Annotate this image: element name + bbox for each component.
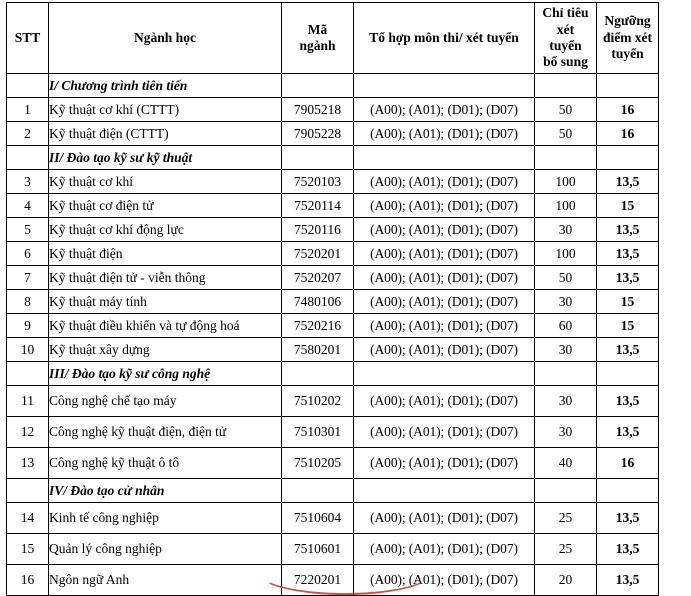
column-header-stt: STT — [7, 3, 49, 74]
cell-combination: (A00); (A01); (D01); (D07) — [354, 98, 535, 122]
cell-stt: 4 — [7, 194, 49, 218]
cell-combination: (A00); (A01); (D01); (D07) — [354, 448, 535, 479]
cell-major: Kỹ thuật điện tử - viễn thông — [49, 266, 282, 290]
cell-code: 7510202 — [282, 386, 354, 417]
table-body — [7, 74, 659, 596]
cell-stt: 12 — [7, 417, 49, 448]
cell-combination: (A00); (A01); (D01); (D07) — [354, 242, 535, 266]
cell-threshold — [597, 74, 659, 98]
red-stamp-mark — [258, 551, 432, 595]
cell-code: 7510604 — [282, 503, 354, 534]
table-row — [7, 98, 659, 122]
cell-combination — [354, 146, 535, 170]
column-header-code: Mã ngành — [282, 3, 354, 74]
document-page — [0, 2, 691, 588]
cell-quota: 30 — [535, 290, 597, 314]
cell-quota: 25 — [535, 534, 597, 565]
cell-major: Kỹ thuật máy tính — [49, 290, 282, 314]
cell-major: Kỹ thuật xây dựng — [49, 338, 282, 362]
cell-threshold: 13,5 — [597, 218, 659, 242]
cell-code: 7520114 — [282, 194, 354, 218]
cell-stt: 15 — [7, 534, 49, 565]
cell-major: I/ Chương trình tiên tiến — [49, 74, 282, 98]
cell-code: 7520103 — [282, 170, 354, 194]
cell-major: Công nghệ chế tạo máy — [49, 386, 282, 417]
cell-code: 7510205 — [282, 448, 354, 479]
cell-quota: 30 — [535, 338, 597, 362]
cell-major: Công nghệ kỹ thuật điện, điện tử — [49, 417, 282, 448]
cell-combination: (A00); (A01); (D01); (D07) — [354, 503, 535, 534]
cell-combination: (A00); (A01); (D01); (D07) — [354, 290, 535, 314]
cell-stt — [7, 362, 49, 386]
cell-quota: 25 — [535, 503, 597, 534]
header-row — [7, 3, 659, 74]
cell-combination — [354, 479, 535, 503]
cell-threshold: 15 — [597, 194, 659, 218]
cell-code: 7480106 — [282, 290, 354, 314]
cell-threshold: 13,5 — [597, 503, 659, 534]
cell-quota: 30 — [535, 218, 597, 242]
cell-threshold: 13,5 — [597, 386, 659, 417]
cell-major: Kỹ thuật cơ khí (CTTT) — [49, 98, 282, 122]
cell-major: II/ Đào tạo kỹ sư kỹ thuật — [49, 146, 282, 170]
cell-threshold: 13,5 — [597, 170, 659, 194]
cell-threshold: 15 — [597, 290, 659, 314]
cell-code: 7520216 — [282, 314, 354, 338]
cell-code: 7905228 — [282, 122, 354, 146]
table-row — [7, 242, 659, 266]
cell-code — [282, 74, 354, 98]
table-row — [7, 122, 659, 146]
cell-stt: 16 — [7, 565, 49, 596]
cell-quota — [535, 146, 597, 170]
cell-combination: (A00); (A01); (D01); (D07) — [354, 266, 535, 290]
column-header-combination: Tổ hợp môn thi/ xét tuyển — [354, 3, 535, 74]
cell-combination: (A00); (A01); (D01); (D07) — [354, 338, 535, 362]
table-row — [7, 448, 659, 479]
table-group-row — [7, 479, 659, 503]
table-row — [7, 338, 659, 362]
cell-stt: 11 — [7, 386, 49, 417]
table-row — [7, 266, 659, 290]
cell-quota: 60 — [535, 314, 597, 338]
cell-threshold: 13,5 — [597, 417, 659, 448]
column-header-quota: Chỉ tiêu xét tuyển bổ sung — [535, 3, 597, 74]
cell-threshold: 13,5 — [597, 242, 659, 266]
table-group-row — [7, 362, 659, 386]
cell-quota — [535, 74, 597, 98]
cell-stt — [7, 146, 49, 170]
cell-major: Kỹ thuật cơ khí động lực — [49, 218, 282, 242]
cell-quota: 50 — [535, 122, 597, 146]
admissions-table — [6, 2, 659, 596]
table-group-row — [7, 146, 659, 170]
cell-quota: 40 — [535, 448, 597, 479]
cell-code: 7520207 — [282, 266, 354, 290]
cell-code: 7510601 — [282, 534, 354, 565]
cell-stt: 13 — [7, 448, 49, 479]
cell-combination — [354, 74, 535, 98]
cell-code: 7520201 — [282, 242, 354, 266]
cell-code: 7510301 — [282, 417, 354, 448]
cell-code — [282, 362, 354, 386]
cell-threshold — [597, 146, 659, 170]
cell-code: 7520116 — [282, 218, 354, 242]
cell-threshold — [597, 362, 659, 386]
cell-stt: 1 — [7, 98, 49, 122]
table-row — [7, 314, 659, 338]
cell-code: 7220201 — [282, 565, 354, 596]
cell-quota: 20 — [535, 565, 597, 596]
cell-combination: (A00); (A01); (D01); (D07) — [354, 386, 535, 417]
cell-stt: 2 — [7, 122, 49, 146]
cell-major: Quản lý công nghiệp — [49, 534, 282, 565]
cell-stt: 5 — [7, 218, 49, 242]
cell-combination: (A00); (A01); (D01); (D07) — [354, 417, 535, 448]
table-row — [7, 218, 659, 242]
cell-threshold: 16 — [597, 98, 659, 122]
cell-quota: 30 — [535, 417, 597, 448]
cell-combination: (A00); (A01); (D01); (D07) — [354, 170, 535, 194]
cell-threshold: 13,5 — [597, 338, 659, 362]
cell-stt: 3 — [7, 170, 49, 194]
cell-quota: 100 — [535, 242, 597, 266]
cell-stt — [7, 74, 49, 98]
table-row — [7, 386, 659, 417]
cell-combination: (A00); (A01); (D01); (D07) — [354, 194, 535, 218]
cell-combination: (A00); (A01); (D01); (D07) — [354, 314, 535, 338]
cell-code — [282, 146, 354, 170]
cell-stt: 7 — [7, 266, 49, 290]
cell-major: IV/ Đào tạo cử nhân — [49, 479, 282, 503]
cell-threshold: 16 — [597, 448, 659, 479]
cell-combination: (A00); (A01); (D01); (D07) — [354, 218, 535, 242]
cell-major: Kỹ thuật điện — [49, 242, 282, 266]
table-row — [7, 170, 659, 194]
table-row — [7, 290, 659, 314]
cell-quota: 100 — [535, 194, 597, 218]
cell-stt: 6 — [7, 242, 49, 266]
cell-stt: 8 — [7, 290, 49, 314]
cell-stt: 10 — [7, 338, 49, 362]
cell-combination — [354, 362, 535, 386]
cell-quota: 100 — [535, 170, 597, 194]
cell-major: Kinh tế công nghiệp — [49, 503, 282, 534]
table-header — [7, 3, 659, 74]
cell-threshold: 16 — [597, 122, 659, 146]
cell-combination: (A00); (A01); (D01); (D07) — [354, 565, 535, 596]
cell-major: Kỹ thuật cơ khí — [49, 170, 282, 194]
cell-threshold: 13,5 — [597, 534, 659, 565]
table-row — [7, 194, 659, 218]
cell-combination: (A00); (A01); (D01); (D07) — [354, 122, 535, 146]
cell-code: 7905218 — [282, 98, 354, 122]
cell-quota: 30 — [535, 386, 597, 417]
cell-code: 7580201 — [282, 338, 354, 362]
cell-threshold — [597, 479, 659, 503]
cell-major: Kỹ thuật điều khiển và tự động hoá — [49, 314, 282, 338]
table-row — [7, 503, 659, 534]
cell-major: III/ Đào tạo kỹ sư công nghệ — [49, 362, 282, 386]
cell-quota: 50 — [535, 266, 597, 290]
cell-quota — [535, 479, 597, 503]
cell-combination: (A00); (A01); (D01); (D07) — [354, 534, 535, 565]
table-row — [7, 417, 659, 448]
cell-stt — [7, 479, 49, 503]
cell-quota: 50 — [535, 98, 597, 122]
column-header-threshold: Ngưỡng điểm xét tuyển — [597, 3, 659, 74]
cell-threshold: 13,5 — [597, 266, 659, 290]
cell-threshold: 13,5 — [597, 565, 659, 596]
cell-code — [282, 479, 354, 503]
column-header-major: Ngành học — [49, 3, 282, 74]
cell-major: Công nghệ kỹ thuật ô tô — [49, 448, 282, 479]
cell-stt: 14 — [7, 503, 49, 534]
cell-quota — [535, 362, 597, 386]
table-group-row — [7, 74, 659, 98]
cell-major: Kỹ thuật điện (CTTT) — [49, 122, 282, 146]
cell-major: Kỹ thuật cơ điện tử — [49, 194, 282, 218]
cell-threshold: 15 — [597, 314, 659, 338]
cell-major: Ngôn ngữ Anh — [49, 565, 282, 596]
cell-stt: 9 — [7, 314, 49, 338]
